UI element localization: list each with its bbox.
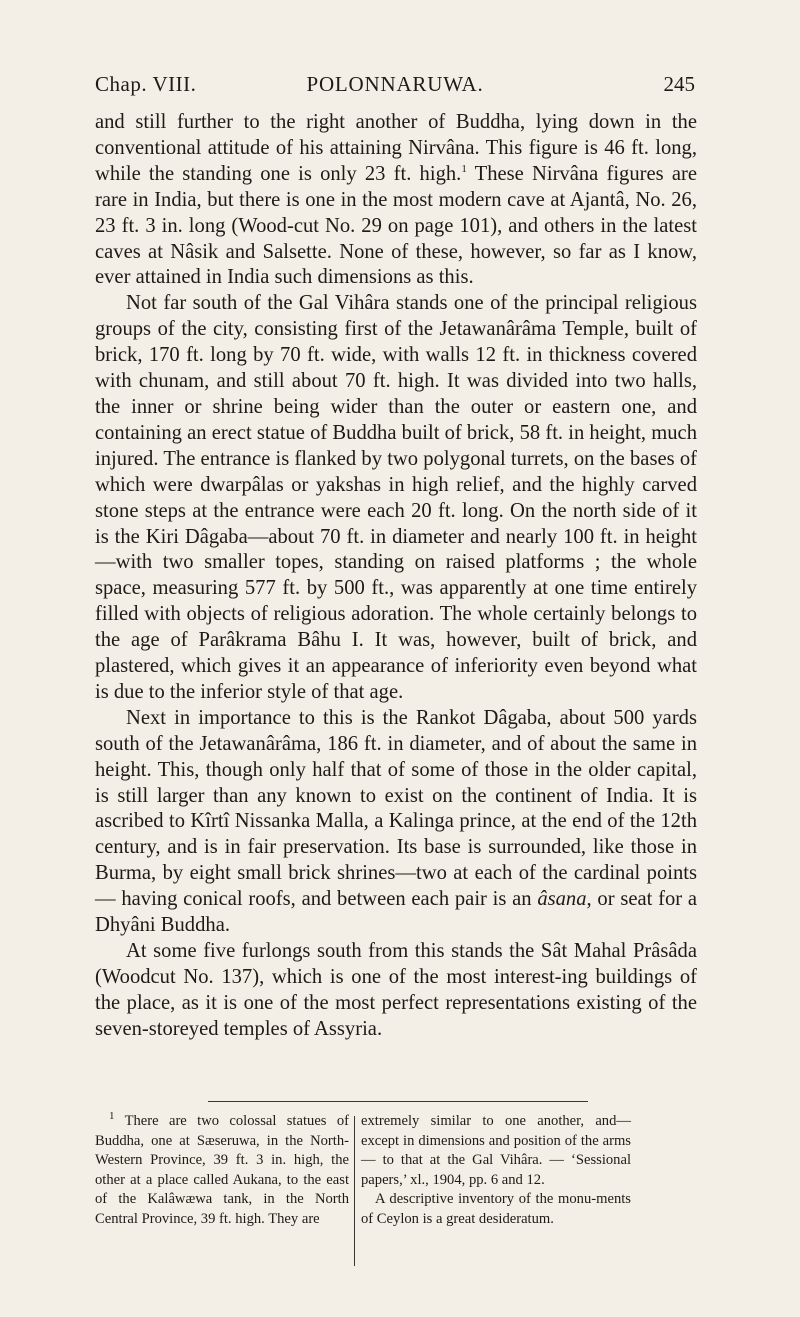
paragraph-4: At some five furlongs south from this stands the Sât Mahal Prâsâda (Woodcut No. 137), which is one of the most interest-ing buildings of the place, as it is one of the most perfect representations existing of the seven-storeyed temples of Assyria. <box>95 940 697 1040</box>
main-text <box>95 110 697 1043</box>
footnote-left-column <box>95 1112 349 1229</box>
paragraph-1-continued: These Nirvâna figures are rare in India, but there is one in the most modern cave at Ajantâ, No. 26, 23 ft. 3 in. long (Wood-cut No. 29 on page 101), and others in the latest caves at Nâsik and Salsette. None of these, however, so far as I know, ever attained in India such dimensions as this. <box>95 162 697 289</box>
footnote-1-text: There are two colossal statues of Buddha, one at Sæseruwa, in the North-Western Province, 39 ft. 3 in. high, the other at a place called Aukana, to the east of the Kalâwæwa tank, in the North Central Province, 39 ft. high. They are <box>95 1113 349 1227</box>
page-number: 245 <box>663 72 695 96</box>
footnote-remark: A descriptive inventory of the monu-ments of Ceylon is a great desideratum. <box>361 1191 631 1227</box>
paragraph-2: Not far south of the Gal Vihâra stands one of the principal religious groups of the city, consisting first of the Jetawanârâma Temple, built of brick, 170 ft. long by 70 ft. wide, with walls 12 ft. in thickness covered with chunam, and still about 70 ft. high. It was divided into two halls, the inner or shrine being wider than the outer or eastern one, and containing an erect statue of Buddha built of brick, 58 ft. in height, much injured. The entrance is flanked by two polygonal turrets, on the bases of which were dwarpâlas or yakshas in high relief, and the highly carved stone steps at the entrance were each 20 ft. long. On the north side of it is the Kiri Dâgaba—about 70 ft. in diameter and nearly 100 ft. in height—with two smaller topes, standing on raised platforms ; the whole space, measuring 577 ft. by 500 ft., was apparently at one time entirely filled with objects of religious adoration. The whole certainly belongs to the age of Parâkrama Bâhu I. It was, however, built of brick, and plastered, which gives it an appearance of inferiority even beyond what is due to the inferior style of that age. <box>95 292 697 703</box>
footnote-right-column <box>361 1112 631 1229</box>
footnote-number: 1 <box>109 1110 115 1123</box>
footnote-1-continued: extremely similar to one another, and— except in dimensions and position of the arms — to that at the Gal Vihâra. — ‘Sessional papers,’ xl., 1904, pp. 6 and 12. <box>361 1113 631 1188</box>
paragraph-3-continued: , or seat for a Dhyâni Buddha. <box>95 888 698 937</box>
chapter-label: Chap. VIII. <box>95 72 197 96</box>
footnote-marker: 1 <box>461 162 467 175</box>
running-title: POLONNARUWA. <box>306 72 484 96</box>
footnote-1 <box>95 1112 349 1229</box>
italic-term: âsana <box>537 888 587 911</box>
paragraph-1 <box>95 110 697 291</box>
footnotes <box>95 1112 697 1292</box>
paragraph-3-text: Next in importance to this is the Rankot Dâgaba, about 500 yards south of the Jetawanârâma, 186 ft. in diameter, and of about the same in height. This, though only half that of some of those in the older capital, is still larger than any known to exist on the continent of India. It is ascribed to Kîrtî Nissanka Malla, a Kalinga prince, at the end of the 12th century, and is in fair preservation. Its base is surrounded, like those in Burma, by eight small brick shrines—two at each of the cardinal points — having conical roofs, and between each pair is an <box>95 706 697 911</box>
running-head <box>95 72 695 100</box>
paragraph-1-text: and still further to the right another of Buddha, lying down in the conventional attitude of his attaining Nirvâna. This figure is 46 ft. long, while the standing one is only 23 ft. high. <box>95 111 697 185</box>
paragraph-3 <box>95 706 697 939</box>
footnote-rule <box>208 1101 588 1102</box>
footnote-column-divider <box>354 1116 355 1266</box>
